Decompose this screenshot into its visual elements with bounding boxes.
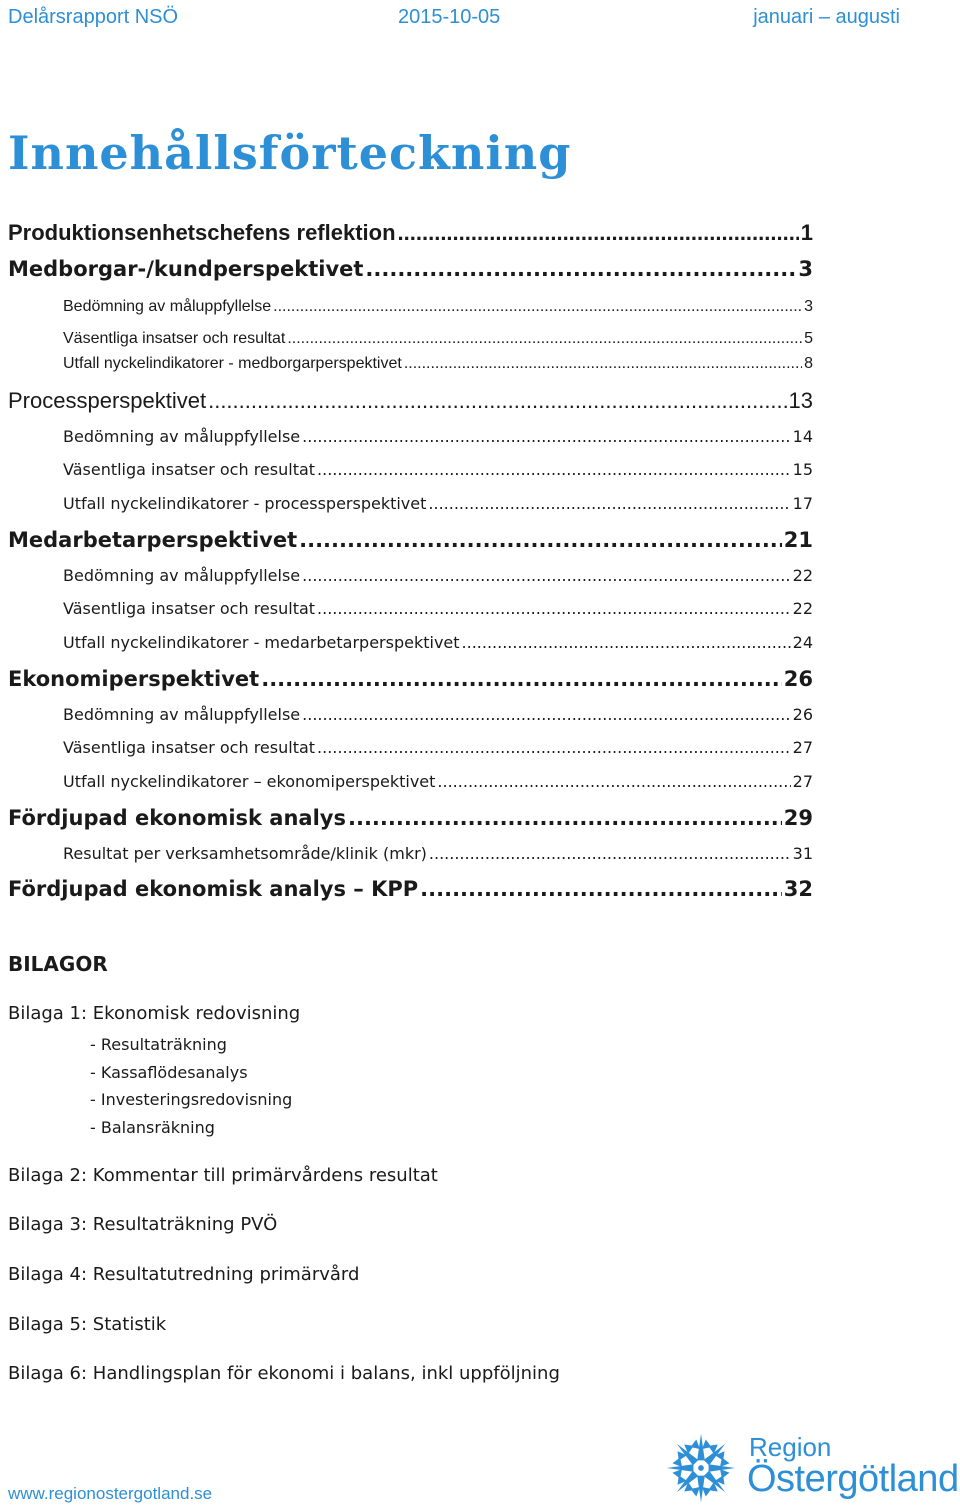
toc-subentry[interactable] — [63, 738, 813, 757]
toc-entry-label: Bedömning av måluppfyllelse — [63, 705, 301, 724]
appendix-subitem: - Kassaflödesanalys — [90, 1063, 248, 1082]
toc-entry-page: 21 — [783, 528, 813, 552]
toc-subentry[interactable] — [63, 633, 813, 652]
toc-entry-label: Medarbetarperspektivet — [8, 528, 298, 552]
toc-entry-page: 22 — [792, 599, 813, 618]
toc-entry-page: 3 — [804, 298, 813, 315]
logo-text-region: Region — [749, 1432, 832, 1462]
toc-entry-label: Väsentliga insatser och resultat — [63, 738, 316, 757]
logo-text-ostergotland: Östergötland — [747, 1458, 959, 1500]
toc-entry-page: 1 — [800, 220, 813, 245]
toc-entry-page: 29 — [783, 806, 813, 830]
toc-subentry[interactable] — [63, 494, 813, 513]
toc-entry-page: 26 — [792, 705, 813, 724]
toc-entry-page: 5 — [804, 330, 813, 347]
toc-entry-label: Resultat per verksamhetsområde/klinik (mkr) — [63, 844, 427, 863]
toc-subentry[interactable] — [63, 460, 813, 479]
toc-subentry[interactable] — [63, 705, 813, 724]
region-logo — [663, 1428, 959, 1508]
toc-entry-page: 17 — [792, 494, 813, 513]
toc-entry-label: Ekonomiperspektivet — [8, 667, 260, 691]
toc-subentry[interactable] — [63, 427, 813, 446]
appendix-item: Bilaga 2: Kommentar till primärvårdens resultat — [8, 1165, 438, 1186]
toc-entry-label: Medborgar-/kundperspektivet — [8, 257, 364, 281]
toc-entry-page: 13 — [788, 388, 813, 413]
toc-entry[interactable] — [8, 388, 813, 414]
toc-entry-label: Bedömning av måluppfyllelse — [63, 427, 301, 446]
toc-entry-label: Fördjupad ekonomisk analys — [8, 806, 346, 830]
appendix-item: Bilaga 1: Ekonomisk redovisning — [8, 1003, 301, 1024]
toc-entry-label: Fördjupad ekonomisk analys – KPP — [8, 877, 419, 901]
toc-entry-label: Väsentliga insatser och resultat — [63, 460, 316, 479]
appendix-item: Bilaga 3: Resultaträkning PVÖ — [8, 1214, 278, 1235]
toc-entry[interactable] — [8, 220, 813, 246]
website-link[interactable]: www.regionostergotland.se — [8, 1484, 213, 1503]
toc-entry-page: 27 — [792, 772, 813, 791]
appendix-subitem: - Balansräkning — [90, 1118, 215, 1137]
toc-entry-label: Väsentliga insatser och resultat — [63, 599, 316, 618]
toc-entry-label: Processperspektivet — [8, 388, 207, 413]
toc-entry-label: Utfall nyckelindikatorer - medarbetarperspektivet — [63, 633, 460, 652]
toc-entry-label: Bedömning av måluppfyllelse — [63, 298, 272, 315]
toc-entry[interactable] — [8, 667, 813, 691]
toc-entry-label: Väsentliga insatser och resultat — [63, 330, 286, 347]
snowflake-flower-icon — [663, 1430, 739, 1506]
table-of-contents — [8, 0, 813, 910]
appendix-item: Bilaga 4: Resultatutredning primärvård — [8, 1264, 360, 1285]
toc-subentry[interactable] — [63, 599, 813, 618]
toc-entry-label: Produktionsenhetschefens reflektion — [8, 220, 396, 245]
report-name: Delårsrapport NSÖ — [8, 6, 179, 28]
toc-subentry[interactable] — [63, 772, 813, 791]
toc-entry-label: Utfall nyckelindikatorer – ekonomiperspektivet — [63, 772, 436, 791]
toc-entry[interactable] — [8, 806, 813, 830]
appendices-heading: BILAGOR — [8, 952, 108, 976]
toc-entry-label: Utfall nyckelindikatorer - processperspektivet — [63, 494, 427, 513]
appendix-item: Bilaga 6: Handlingsplan för ekonomi i balans, inkl uppföljning — [8, 1363, 560, 1384]
toc-entry-label: Bedömning av måluppfyllelse — [63, 566, 301, 585]
appendix-subitem: - Resultaträkning — [90, 1035, 227, 1054]
toc-subentry[interactable] — [63, 355, 813, 373]
page-title: Innehållsförteckning — [8, 126, 572, 180]
toc-entry-page: 3 — [798, 257, 813, 281]
toc-entry-page: 31 — [792, 844, 813, 863]
appendix-item: Bilaga 5: Statistik — [8, 1314, 167, 1335]
toc-entry[interactable] — [8, 257, 813, 281]
toc-entry[interactable] — [8, 528, 813, 552]
toc-entry-page: 32 — [783, 877, 813, 901]
appendix-subitem: - Investeringsredovisning — [90, 1090, 293, 1109]
toc-entry-page: 15 — [792, 460, 813, 479]
toc-entry-page: 14 — [792, 427, 813, 446]
toc-entry-page: 22 — [792, 566, 813, 585]
toc-entry-label: Utfall nyckelindikatorer - medborgarperspektivet — [63, 355, 402, 372]
toc-entry-page: 26 — [783, 667, 813, 691]
toc-subentry[interactable] — [63, 844, 813, 863]
toc-subentry[interactable] — [63, 330, 813, 348]
toc-entry-page: 24 — [792, 633, 813, 652]
toc-entry[interactable] — [8, 877, 813, 901]
toc-subentry[interactable] — [63, 298, 813, 316]
toc-entry-page: 27 — [792, 738, 813, 757]
toc-entry-page: 8 — [804, 355, 813, 372]
report-period: januari – augusti — [753, 6, 900, 28]
toc-subentry[interactable] — [63, 566, 813, 585]
report-date: 2015-10-05 — [398, 6, 501, 28]
